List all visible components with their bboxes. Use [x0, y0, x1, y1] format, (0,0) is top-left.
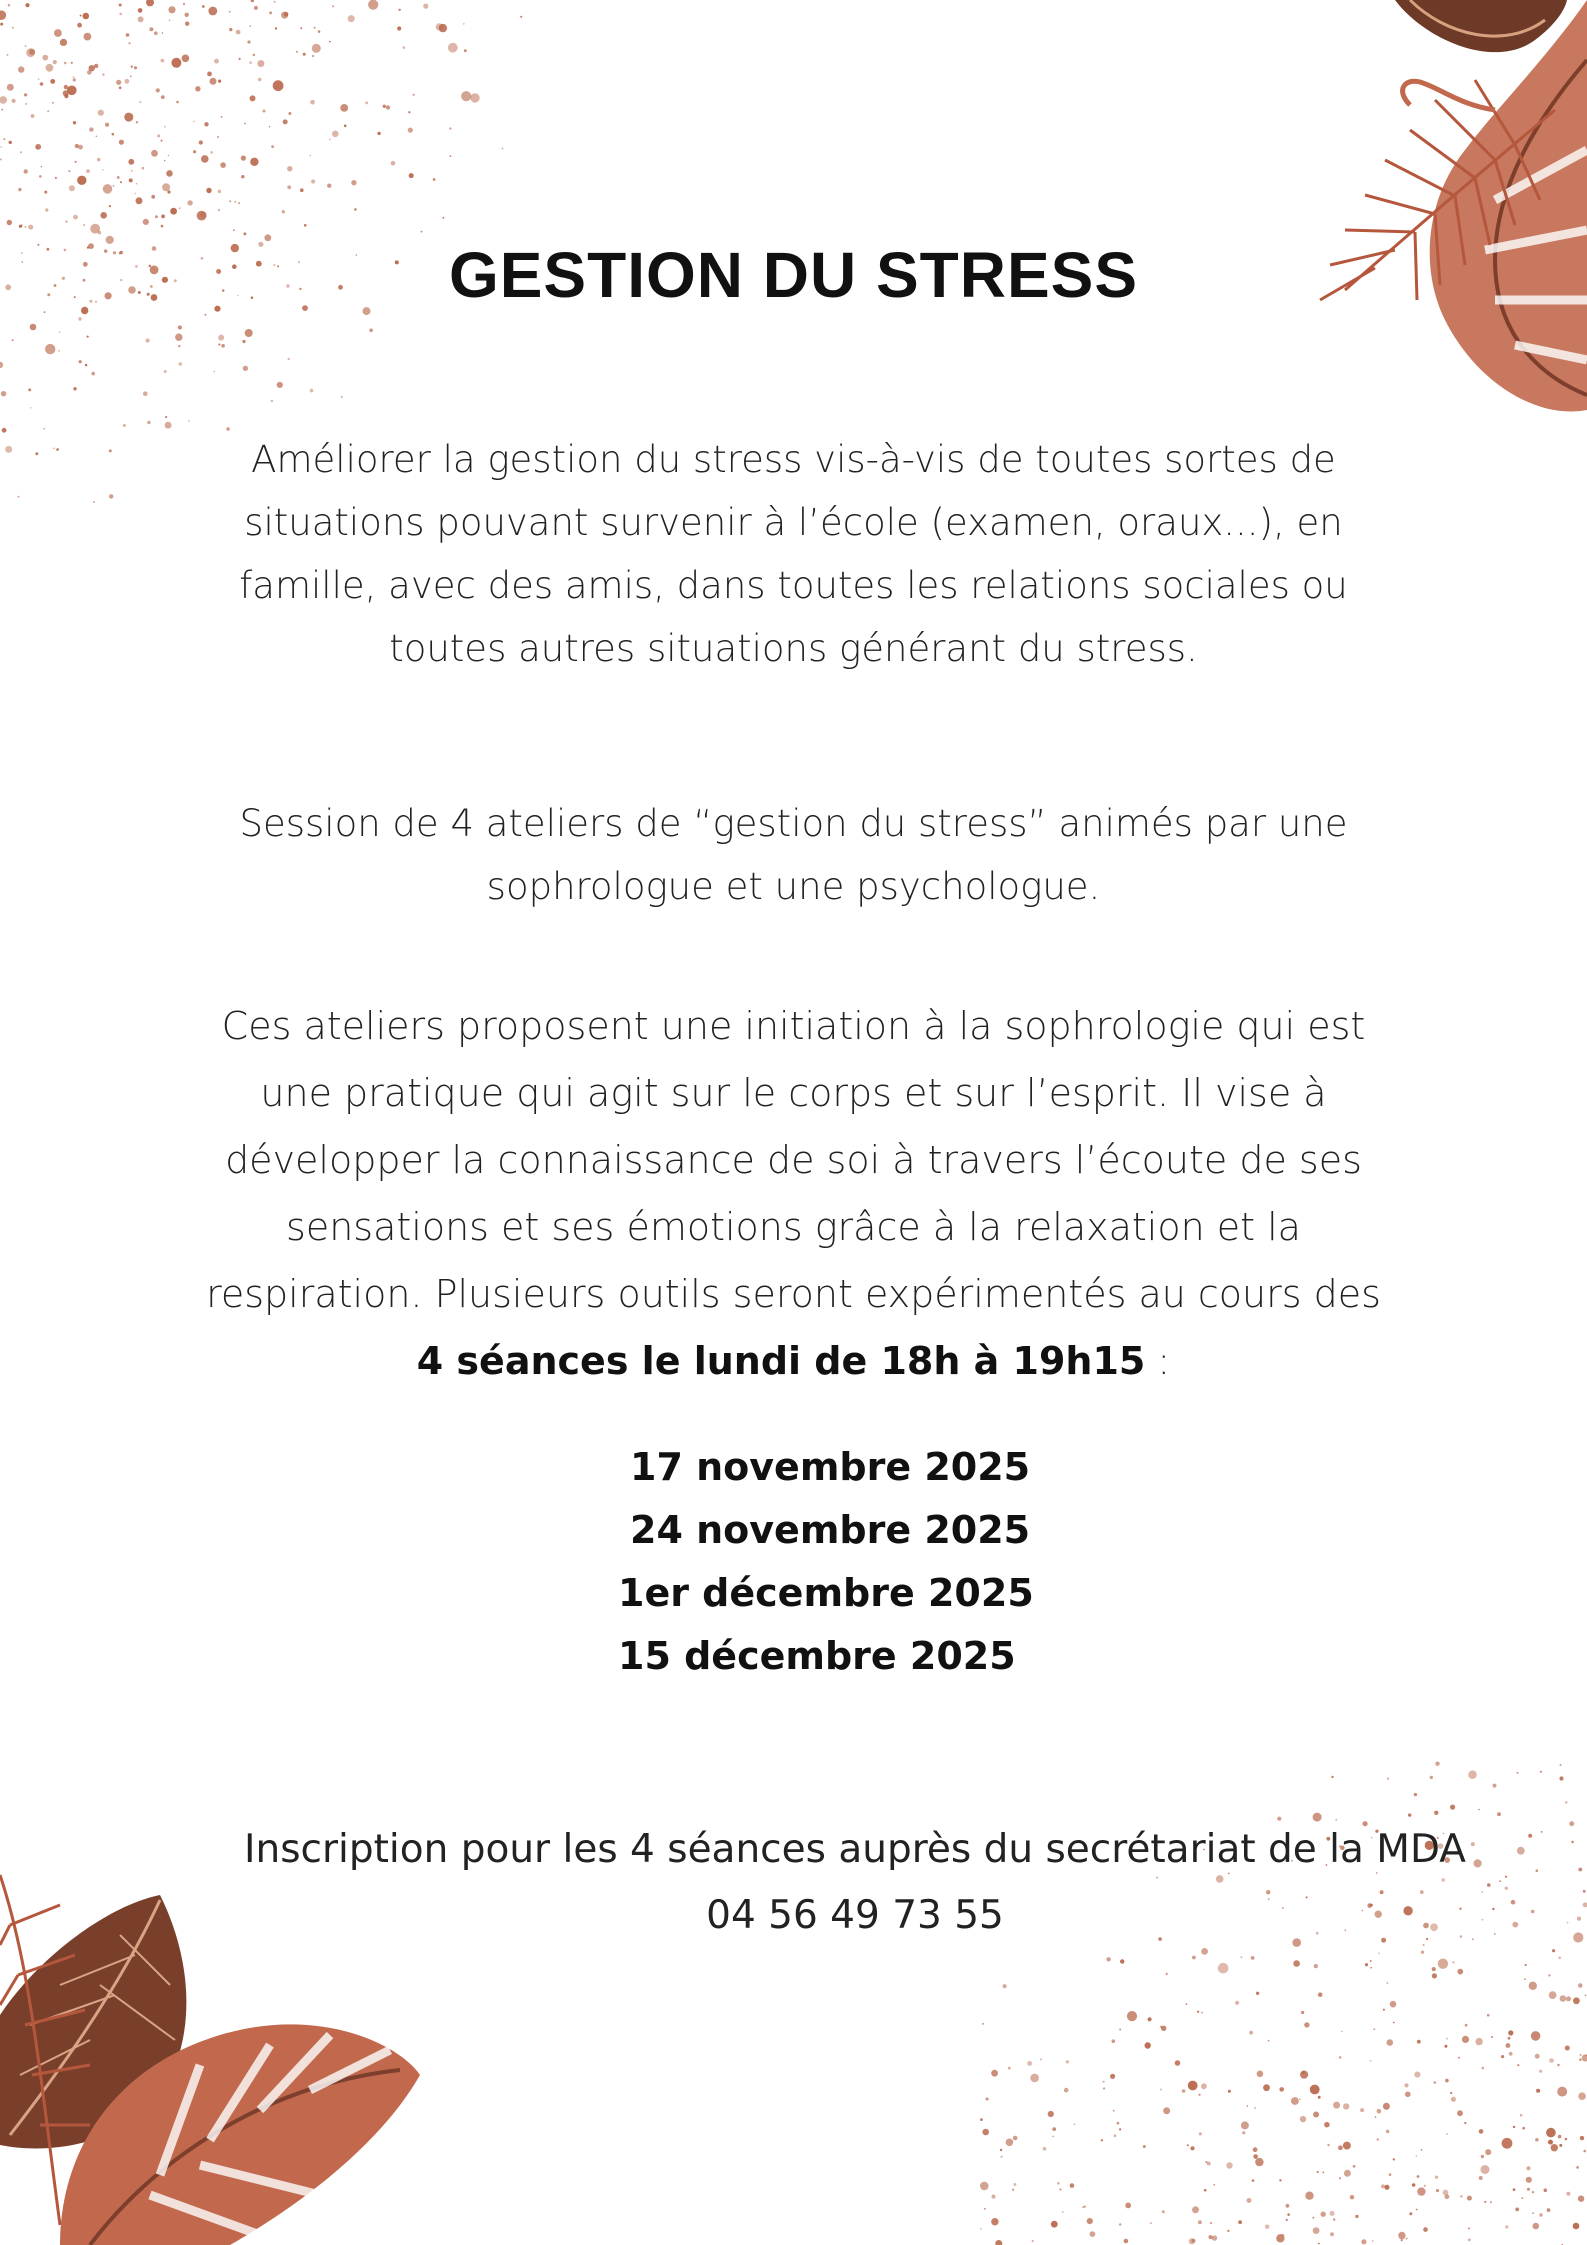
- ateliers-paragraph: [200, 993, 1387, 1395]
- inscription-text: Inscription pour les 4 séances auprès du secrétariat de la MDA: [244, 1827, 1466, 1872]
- fern-curl-icon: [1403, 81, 1495, 110]
- session-date: 24 novembre 2025: [630, 1508, 1031, 1552]
- ateliers-suffix: :: [1145, 1339, 1171, 1383]
- session-paragraph: Session de 4 ateliers de “gestion du stress” animés par une sophrologue et une psychologue.: [239, 802, 1348, 908]
- schedule-highlight: 4 séances le lundi de 18h à 19h15: [416, 1339, 1146, 1383]
- page-title: GESTION DU STRESS: [448, 239, 1139, 311]
- tropical-leaves-top-right: [1195, 0, 1587, 420]
- phone-number: 04 56 49 73 55: [706, 1893, 1004, 1938]
- dark-leaf-icon: [1395, 0, 1567, 52]
- ateliers-text: Ces ateliers proposent une initiation à la sophrologie qui est une pratique qui agit sur le corps et sur l’esprit. Il vise à développer la connaissance de soi à travers l’écoute de ses sensations et ses émotions grâce à la relaxation et la respiration. Plusieurs outils seront expérimentés au cours des: [206, 1004, 1381, 1316]
- intro-paragraph: Améliorer la gestion du stress vis-à-vis de toutes sortes de situations pouvant survenir à l’école (examen, oraux...), en famille, avec des amis, dans toutes les relations sociales ou toutes autres situations générant du stress.: [239, 438, 1348, 670]
- session-date: 1er décembre 2025: [618, 1571, 1034, 1615]
- session-date: 15 décembre 2025: [618, 1634, 1016, 1678]
- session-date: 17 novembre 2025: [630, 1445, 1031, 1489]
- inscription-block: [150, 1817, 1560, 1949]
